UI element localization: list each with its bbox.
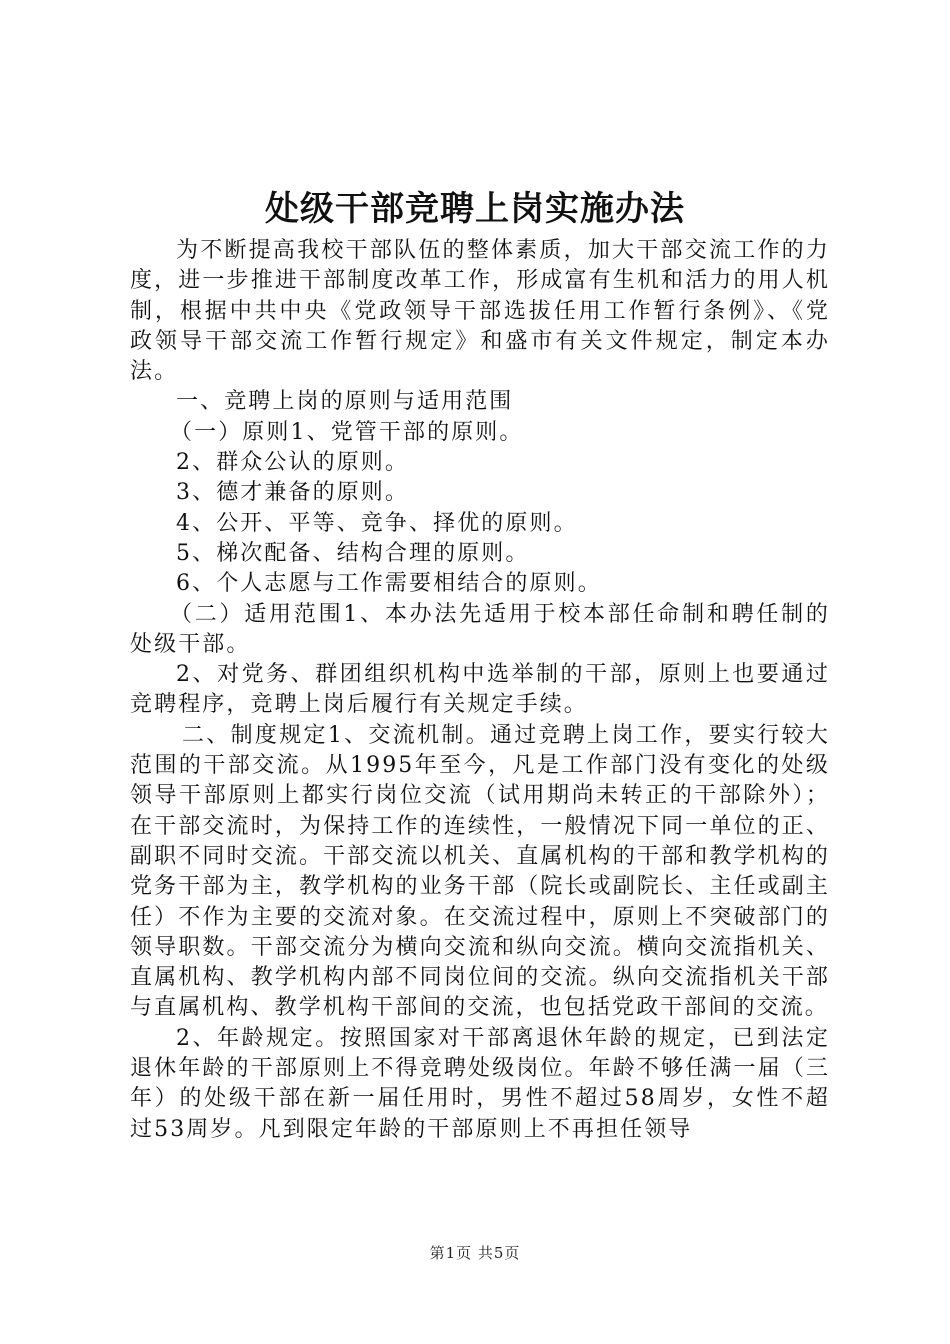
page-number: 第1页 共5页 <box>429 1244 521 1262</box>
paragraph-rules-age: 2、年龄规定。按照国家对干部离退休年龄的规定，已到法定退休年龄的干部原则上不得竞聘处级岗位。年龄不够任满一届（三年）的处级干部在新一届任用时，男性不超过58周岁，女性不超过53周岁。凡到限定年龄的干部原则上不再担任领导 <box>130 1025 830 1142</box>
paragraph-principle-4: 4、公开、平等、竞争、择优的原则。 <box>176 510 578 536</box>
paragraph-rules-exchange: 二、制度规定1、交流机制。通过竞聘上岗工作，要实行较大范围的干部交流。从1995年至今，凡是工作部门没有变化的处级领导干部原则上都实行岗位交流（试用期尚未转正的干部除外）；在干部交流时，为保持工作的连续性，一般情况下同一单位的正、副职不同时交流。干部交流以机关、直属机构的干部和教学机构的党务干部为主，教学机构的业务干部（院长或副院长、主任或副主任）不作为主要的交流对象。在交流过程中，原则上不突破部门的领导职数。干部交流分为横向交流和纵向交流。横向交流指机关、直属机构、教学机构内部不同岗位间的交流。纵向交流指机关干部与直属机构、教学机构干部间的交流，也包括党政干部间的交流。 <box>130 722 830 1021</box>
paragraph-principle-1: （一）原则1、党管干部的原则。 <box>170 419 524 445</box>
paragraph-principle-5: 5、梯次配备、结构合理的原则。 <box>176 540 530 566</box>
paragraph-principle-6: 6、个人志愿与工作需要相结合的原则。 <box>176 571 602 597</box>
paragraph-principle-2: 2、群众公认的原则。 <box>176 450 409 476</box>
document-body <box>130 236 830 1145</box>
paragraph-scope-1: （二）适用范围1、本办法先适用于校本部任命制和聘任制的处级干部。 <box>130 601 830 657</box>
paragraph-principle-3: 3、德才兼备的原则。 <box>176 480 409 506</box>
paragraph-scope-2: 2、对党务、群团组织机构中选举制的干部，原则上也要通过竞聘程序，竞聘上岗后履行有关规定手续。 <box>130 662 830 718</box>
document-title: 处级干部竞聘上岗实施办法 <box>265 189 685 229</box>
paragraph-intro: 为不断提高我校干部队伍的整体素质，加大干部交流工作的力度，进一步推进干部制度改革工作，形成富有生机和活力的用人机制，根据中共中央《党政领导干部选拔任用工作暂行条例》、《党政领导干部交流工作暂行规定》和盛市有关文件规定，制定本办法。 <box>130 238 830 385</box>
section-heading-1: 一、竞聘上岗的原则与适用范围 <box>176 389 514 415</box>
